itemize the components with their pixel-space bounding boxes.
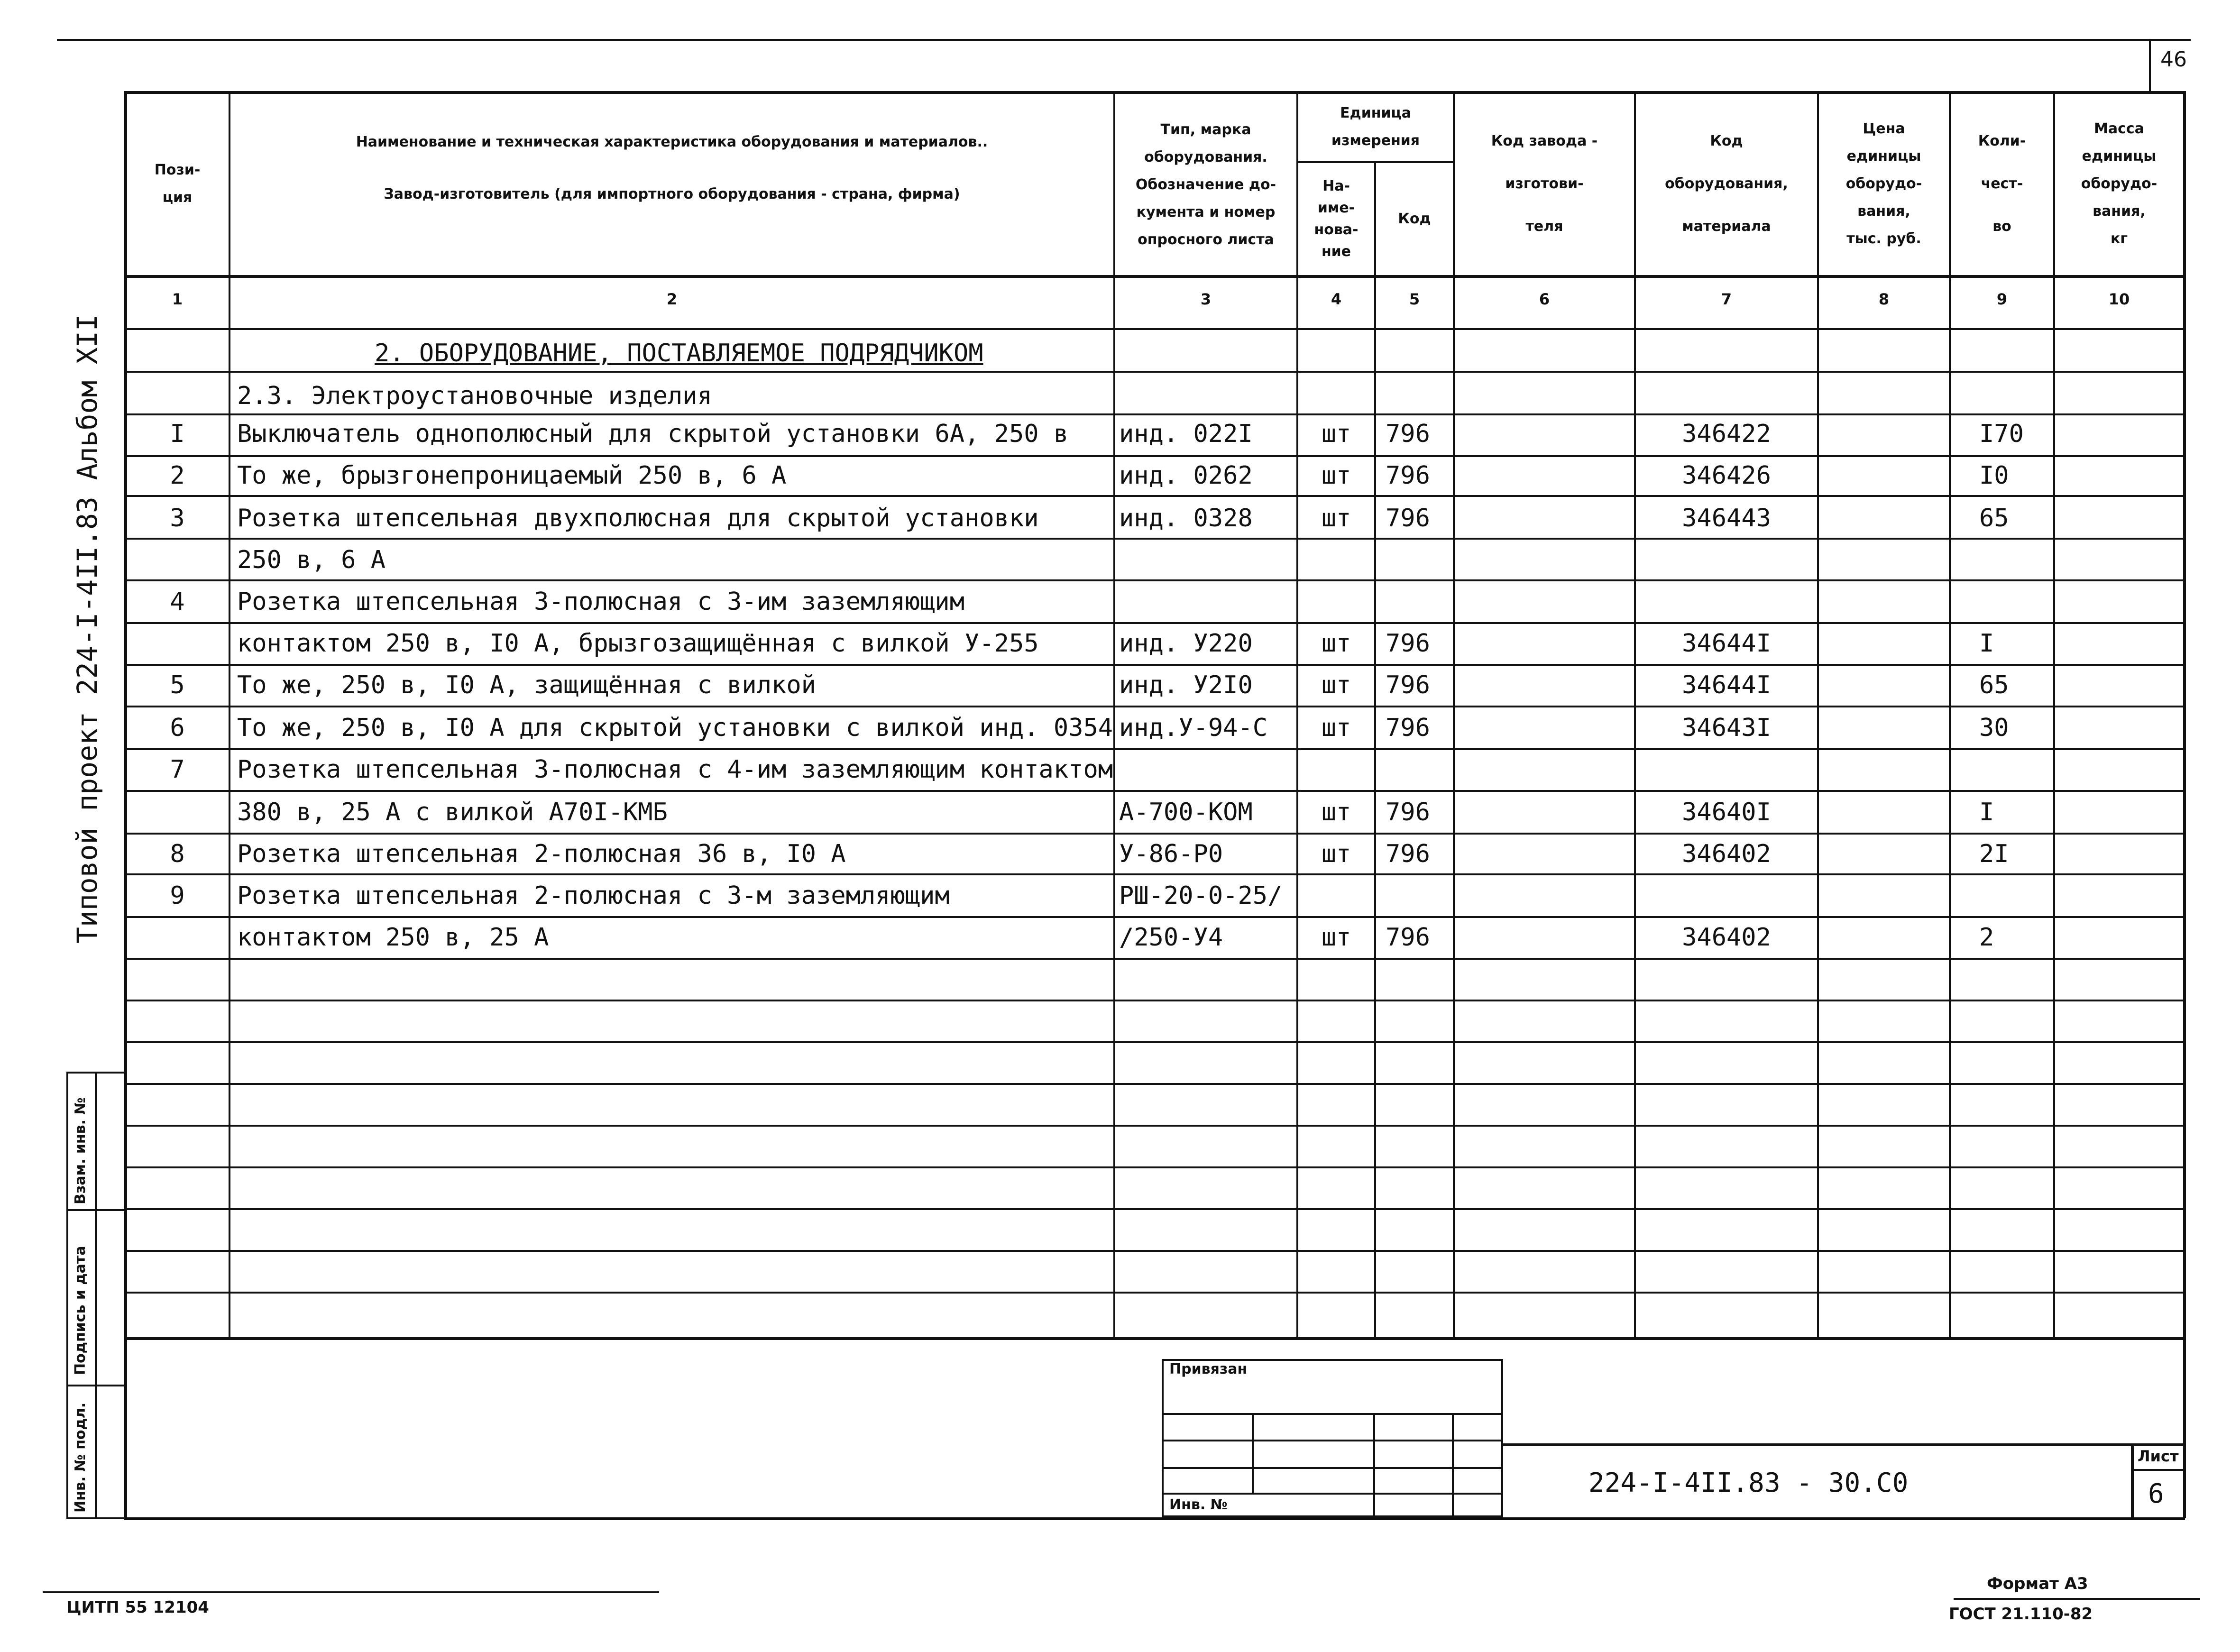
row-name: контактом 250 в, I0 А, брызгозащищённая с вилкой У-255: [237, 629, 1039, 658]
side-title: Типовой проект 224-I-4II.83 Альбом XII: [71, 314, 103, 944]
row-unit: шт: [1321, 420, 1351, 448]
designation-top: [1503, 1443, 2185, 1446]
colnum-2: 2: [666, 290, 678, 308]
row-material-code: 346422: [1682, 420, 1771, 448]
footer-rule-left: [43, 1591, 659, 1593]
row-name: Розетка штепсельная 2-полюсная 36 в, I0 А: [237, 840, 846, 868]
row-type: /250-У4: [1119, 923, 1223, 952]
row-material-code: 346443: [1682, 504, 1771, 532]
row-name: 250 в, 6 А: [237, 546, 386, 574]
row-unit-code: 796: [1386, 714, 1430, 742]
row-quantity: I70: [1979, 420, 2024, 448]
row-line: [124, 1292, 2185, 1294]
row-unit-code: 796: [1386, 461, 1430, 490]
row-line: [124, 1083, 2185, 1085]
header-maker-code: Код завода - изготови- теля: [1491, 133, 1598, 235]
row-unit: шт: [1321, 798, 1351, 826]
row-type: инд. 0328: [1119, 504, 1253, 532]
header-name-line2: Завод-изготовитель (для импортного оборудования - страна, фирма): [384, 186, 960, 202]
header-quantity: Коли- чест- во: [1978, 133, 2026, 235]
row-unit: шт: [1321, 840, 1351, 868]
colnum-10: 10: [2108, 290, 2130, 308]
row-material-code: 34643I: [1682, 714, 1771, 742]
row-quantity: 65: [1979, 504, 2009, 532]
row-quantity: 65: [1979, 671, 2009, 699]
side-stamp-div2: [66, 1385, 125, 1386]
row-position: 2: [170, 461, 185, 490]
header-name-line1: Наименование и техническая характеристика оборудования и материалов..: [356, 134, 988, 150]
row-line: [124, 1208, 2185, 1210]
row-quantity: 2I: [1979, 840, 2009, 868]
header-unit-name: На- име- нова- ние: [1314, 178, 1359, 260]
row-position: I: [170, 420, 185, 448]
colnum-bottom-border: [124, 328, 2185, 330]
sheet-box-div: [2131, 1469, 2185, 1471]
stamp-orig-inv: Инв. № подл.: [72, 1402, 89, 1513]
row-quantity: I0: [1979, 461, 2009, 490]
colnum-1: 1: [172, 290, 183, 308]
row-position: 6: [170, 714, 185, 742]
colnum-5: 5: [1409, 290, 1420, 308]
side-stamp-top: [66, 1072, 125, 1074]
row-name: Розетка штепсельная 2-полюсная с 3-м заземляющим: [237, 881, 950, 910]
row-line: [124, 1166, 2185, 1168]
header-price: Цена единицы оборудо- вания, тыс. руб.: [1845, 120, 1922, 247]
header-type: Тип, марка оборудования. Обозначение до- кумента и номер опросного листа: [1135, 121, 1276, 248]
header-mass: Масса единицы оборудо- вания, кг: [2081, 120, 2157, 247]
inv-label: Инв. №: [1169, 1496, 1228, 1513]
row-name: 380 в, 25 А с вилкой А70I-КМБ: [237, 798, 668, 826]
row-position: 3: [170, 504, 185, 532]
colnum-9: 9: [1996, 290, 2008, 308]
frame-bottom-border: [124, 1517, 2185, 1520]
page-number-box-line: [2149, 39, 2151, 91]
row-unit-code: 796: [1386, 420, 1430, 448]
row-type: инд.У-94-С: [1119, 714, 1268, 742]
col-line-2: [1113, 91, 1115, 1338]
row-quantity: I: [1979, 629, 1994, 658]
document-designation: 224-I-4II.83 - 30.С0: [1588, 1468, 1909, 1498]
row-name: Выключатель однополюсный для скрытой установки 6А, 250 в: [237, 420, 1069, 448]
row-material-code: 346402: [1682, 923, 1771, 952]
row-line: [124, 1041, 2185, 1043]
row-type: инд. 0262: [1119, 461, 1253, 490]
colnum-7: 7: [1721, 290, 1732, 308]
row-type: РШ-20-0-25/: [1119, 881, 1283, 910]
row-name: Розетка штепсельная 3-полюсная с 4-им заземляющим контактом: [237, 755, 1113, 784]
colnum-3: 3: [1200, 290, 1212, 308]
privyazan-vline2: [1373, 1413, 1375, 1516]
row-unit: шт: [1321, 504, 1351, 532]
row-unit: шт: [1321, 923, 1351, 952]
footer-left-code: ЦИТП 55 12104: [66, 1598, 209, 1617]
privyazan-vline1: [1252, 1413, 1254, 1493]
header-position: Пози- ция: [154, 162, 201, 206]
colnum-4: 4: [1331, 290, 1342, 308]
col-line-1: [229, 91, 230, 1338]
row-type: инд. 022I: [1119, 420, 1253, 448]
row-type: У-86-Р0: [1119, 840, 1223, 868]
top-rule: [57, 39, 2191, 41]
side-stamp-mid-line: [95, 1072, 97, 1517]
row-quantity: 2: [1979, 923, 1994, 952]
row-name: То же, 250 в, I0 А для скрытой установки с вилкой инд. 0354: [237, 714, 1113, 742]
row-material-code: 34644I: [1682, 671, 1771, 699]
row-line: [124, 1250, 2185, 1252]
row-unit-code: 796: [1386, 504, 1430, 532]
section-title: 2. ОБОРУДОВАНИЕ, ПОСТАВЛЯЕМОЕ ПОДРЯДЧИКОМ: [375, 339, 983, 367]
row-material-code: 346426: [1682, 461, 1771, 490]
row-material-code: 34640I: [1682, 798, 1771, 826]
row-position: 5: [170, 671, 185, 699]
footer-rule-right: [1954, 1598, 2200, 1600]
row-line: [124, 1125, 2185, 1127]
row-unit-code: 796: [1386, 798, 1430, 826]
privyazan-vline3: [1452, 1413, 1454, 1516]
row-position: 7: [170, 755, 185, 784]
footer-format: Формат А3: [1987, 1574, 2088, 1593]
sheet-number: 6: [2148, 1478, 2164, 1509]
row-name: Розетка штепсельная двухполюсная для скрытой установки: [237, 504, 1039, 532]
row-type: инд. У220: [1119, 629, 1253, 658]
row-position: 4: [170, 587, 185, 616]
colnum-6: 6: [1539, 290, 1550, 308]
header-unit-code: Код: [1398, 211, 1431, 227]
side-stamp-bottom: [66, 1517, 125, 1519]
table-bottom-border: [124, 1337, 2185, 1340]
row-type: инд. У2I0: [1119, 671, 1253, 699]
header-unit-group: Единица измерения: [1331, 105, 1420, 149]
colnum-8: 8: [1878, 290, 1890, 308]
footer-gost: ГОСТ 21.110-82: [1949, 1605, 2093, 1624]
col-line-5: [1453, 91, 1455, 1338]
col-line-7: [1817, 91, 1819, 1338]
sheet-box-left: [2131, 1443, 2134, 1517]
col-line-8: [1949, 91, 1951, 1338]
row-unit: шт: [1321, 671, 1351, 699]
row-material-code: 346402: [1682, 840, 1771, 868]
privyazan-label: Привязан: [1169, 1361, 1248, 1377]
row-position: 9: [170, 881, 185, 910]
sheet-label: Лист: [2138, 1447, 2179, 1465]
row-material-code: 34644I: [1682, 629, 1771, 658]
row-type: А-700-КОМ: [1119, 798, 1253, 826]
stamp-signature-date: Подпись и дата: [72, 1246, 89, 1375]
row-unit: шт: [1321, 629, 1351, 658]
row-name: контактом 250 в, 25 А: [237, 923, 549, 952]
row-name: То же, 250 в, I0 А, защищённая с вилкой: [237, 671, 816, 699]
row-quantity: I: [1979, 798, 1994, 826]
row-name: Розетка штепсельная 3-полюсная с 3-им заземляющим: [237, 587, 965, 616]
side-stamp-div1: [66, 1209, 125, 1211]
subsection-title: 2.3. Электроустановочные изделия: [237, 382, 712, 410]
side-stamp-left-line: [66, 1072, 68, 1517]
page-number: 46: [2160, 47, 2187, 72]
row-name: То же, брызгонепроницаемый 250 в, 6 А: [237, 461, 787, 490]
row-unit-code: 796: [1386, 629, 1430, 658]
row-unit-code: 796: [1386, 671, 1430, 699]
header-material-code: Код оборудования, материала: [1665, 133, 1788, 235]
header-bottom-border: [124, 275, 2185, 278]
row-unit-code: 796: [1386, 923, 1430, 952]
stamp-replaced-inv: Взам. инв. №: [72, 1097, 89, 1204]
row-quantity: 30: [1979, 714, 2009, 742]
row-unit: шт: [1321, 714, 1351, 742]
frame-right-border: [2183, 91, 2186, 1518]
row-unit: шт: [1321, 461, 1351, 490]
row-position: 8: [170, 840, 185, 868]
row-line: [124, 1000, 2185, 1001]
row-unit-code: 796: [1386, 840, 1430, 868]
